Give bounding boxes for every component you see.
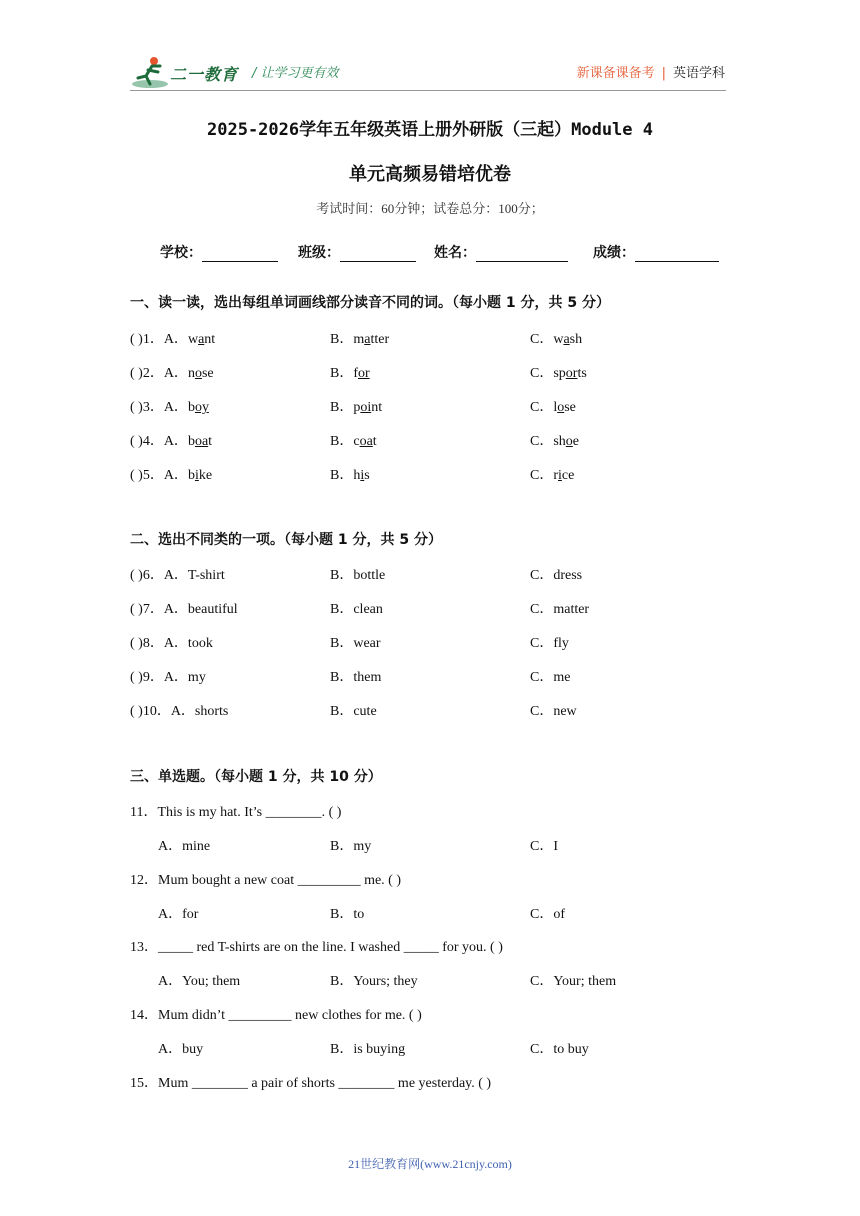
option-c: C．new <box>530 704 577 719</box>
option-c: C．shoe <box>530 434 580 449</box>
options-row <box>130 1038 730 1060</box>
header-tagline: 新课备课备考 <box>576 66 655 81</box>
header-divider <box>130 90 726 91</box>
options-row <box>130 970 730 992</box>
question-text: 15．Mum ________ a pair of shorts ________ me yesterday. ( ) <box>130 1076 492 1091</box>
option-b: B．clean <box>330 602 383 617</box>
underlined-letters: a <box>198 332 205 347</box>
option-c: C．of <box>530 907 565 922</box>
school-field <box>160 242 278 262</box>
option-c: C．me <box>530 670 571 685</box>
option-c: C．sports <box>530 366 587 381</box>
option-a: ( )9．A．my <box>130 670 206 685</box>
option-a: ( )1．A．want <box>130 332 216 347</box>
option-b: B．Yours; they <box>330 974 418 989</box>
option-a: ( )8．A．took <box>130 636 213 651</box>
option-b: B．them <box>330 670 382 685</box>
underlined-letters: or <box>358 366 370 381</box>
option-a: A．You; them <box>158 974 241 989</box>
options-row <box>130 835 730 857</box>
option-b: B．point <box>330 400 383 415</box>
question-text: 12．Mum bought a new coat _________ me. ( ) <box>130 873 402 888</box>
question-text: 11．This is my hat. It’s ________. ( ) <box>130 805 342 820</box>
score-field <box>593 242 719 262</box>
list-item <box>130 632 730 654</box>
option-c: C．wash <box>530 332 583 347</box>
question-text: 14．Mum didn’t _________ new clothes for me. ( ) <box>130 1008 422 1023</box>
option-a: ( )3．A．boy <box>130 400 209 415</box>
option-a: ( )6．A．T-shirt <box>130 568 225 583</box>
list-item <box>130 564 730 586</box>
option-c: C．matter <box>530 602 590 617</box>
section2-heading: 二、选出不同类的一项。（每小题 1 分，共 5 分） <box>130 532 442 548</box>
option-a: A．for <box>158 907 199 922</box>
option-b: B．is buying <box>330 1042 406 1057</box>
header-subject: 英语学科 <box>672 66 725 81</box>
school-label: 学校： <box>160 245 202 261</box>
class-field <box>298 242 416 262</box>
header-right <box>577 62 725 81</box>
list-item <box>130 598 730 620</box>
option-a: ( )5．A．bike <box>130 468 213 483</box>
option-b: B．matter <box>330 332 390 347</box>
list-item <box>130 430 730 452</box>
name-label: 姓名： <box>434 245 476 261</box>
underlined-letters: or <box>565 366 578 381</box>
option-c: C．lose <box>530 400 576 415</box>
brand-logo <box>130 56 242 90</box>
section3-heading: 三、单选题。（每小题 1 分，共 10 分） <box>130 769 382 785</box>
page-header <box>0 0 860 100</box>
logo-text: 二一教育 <box>170 65 239 84</box>
class-label: 班级： <box>298 245 340 261</box>
option-b: B．his <box>330 468 370 483</box>
header-separator: | <box>661 66 666 81</box>
option-c: C．Your; them <box>530 974 617 989</box>
underlined-letters: oa <box>359 434 373 449</box>
option-b: B．cute <box>330 704 377 719</box>
underlined-letters: oa <box>194 434 209 449</box>
option-b: B．for <box>330 366 370 381</box>
list-item <box>130 396 730 418</box>
exam-title: 2025-2026学年五年级英语上册外研版（三起）Module 4 <box>207 120 653 140</box>
underlined-letters: a <box>364 332 371 347</box>
underlined-letters: i <box>360 468 365 483</box>
option-b: B．bottle <box>330 568 386 583</box>
underlined-letters: o <box>557 400 565 415</box>
name-blank[interactable] <box>476 247 568 262</box>
exam-meta: 考试时间：60分钟；试卷总分：100分； <box>316 201 544 216</box>
exam-subtitle: 单元高频易错培优卷 <box>349 164 511 185</box>
option-a: A．buy <box>158 1042 204 1057</box>
option-a: ( )10．A．shorts <box>130 704 229 719</box>
score-blank[interactable] <box>635 247 719 262</box>
option-a: ( )7．A．beautiful <box>130 602 238 617</box>
runner-icon <box>130 56 170 90</box>
section1-heading: 一、读一读，选出每组单词画线部分读音不同的词。（每小题 1 分，共 5 分） <box>130 295 610 311</box>
option-b: B．wear <box>330 636 381 651</box>
option-b: B．coat <box>330 434 377 449</box>
underlined-letters: oi <box>360 400 372 415</box>
score-label: 成绩： <box>593 245 635 261</box>
list-item <box>130 700 730 722</box>
option-c: C．I <box>530 839 558 854</box>
name-field <box>434 242 568 262</box>
footer-source: 21世纪教育网(www.21cnjy.com) <box>348 1157 512 1171</box>
option-a: A．mine <box>158 839 211 854</box>
option-a: ( )2．A．nose <box>130 366 214 381</box>
option-b: B．my <box>330 839 372 854</box>
question-text: 13．_____ red T-shirts are on the line. I washed _____ for you. ( ) <box>130 940 503 955</box>
option-c: C．dress <box>530 568 583 583</box>
slogan: / 让学习更有效 <box>252 66 339 81</box>
option-c: C．rice <box>530 468 575 483</box>
school-blank[interactable] <box>202 247 278 262</box>
underlined-letters: i <box>194 468 199 483</box>
list-item <box>130 328 730 350</box>
class-blank[interactable] <box>340 247 416 262</box>
underlined-letters: o <box>194 366 202 381</box>
underlined-letters: a <box>563 332 570 347</box>
options-row <box>130 903 730 925</box>
underlined-letters: o <box>565 434 573 449</box>
list-item <box>130 464 730 486</box>
list-item <box>130 666 730 688</box>
option-c: C．fly <box>530 636 569 651</box>
option-a: ( )4．A．boat <box>130 434 213 449</box>
list-item <box>130 362 730 384</box>
option-c: C．to buy <box>530 1042 589 1057</box>
underlined-letters: i <box>558 468 562 483</box>
option-b: B．to <box>330 907 365 922</box>
underlined-letters: oy <box>194 400 209 415</box>
